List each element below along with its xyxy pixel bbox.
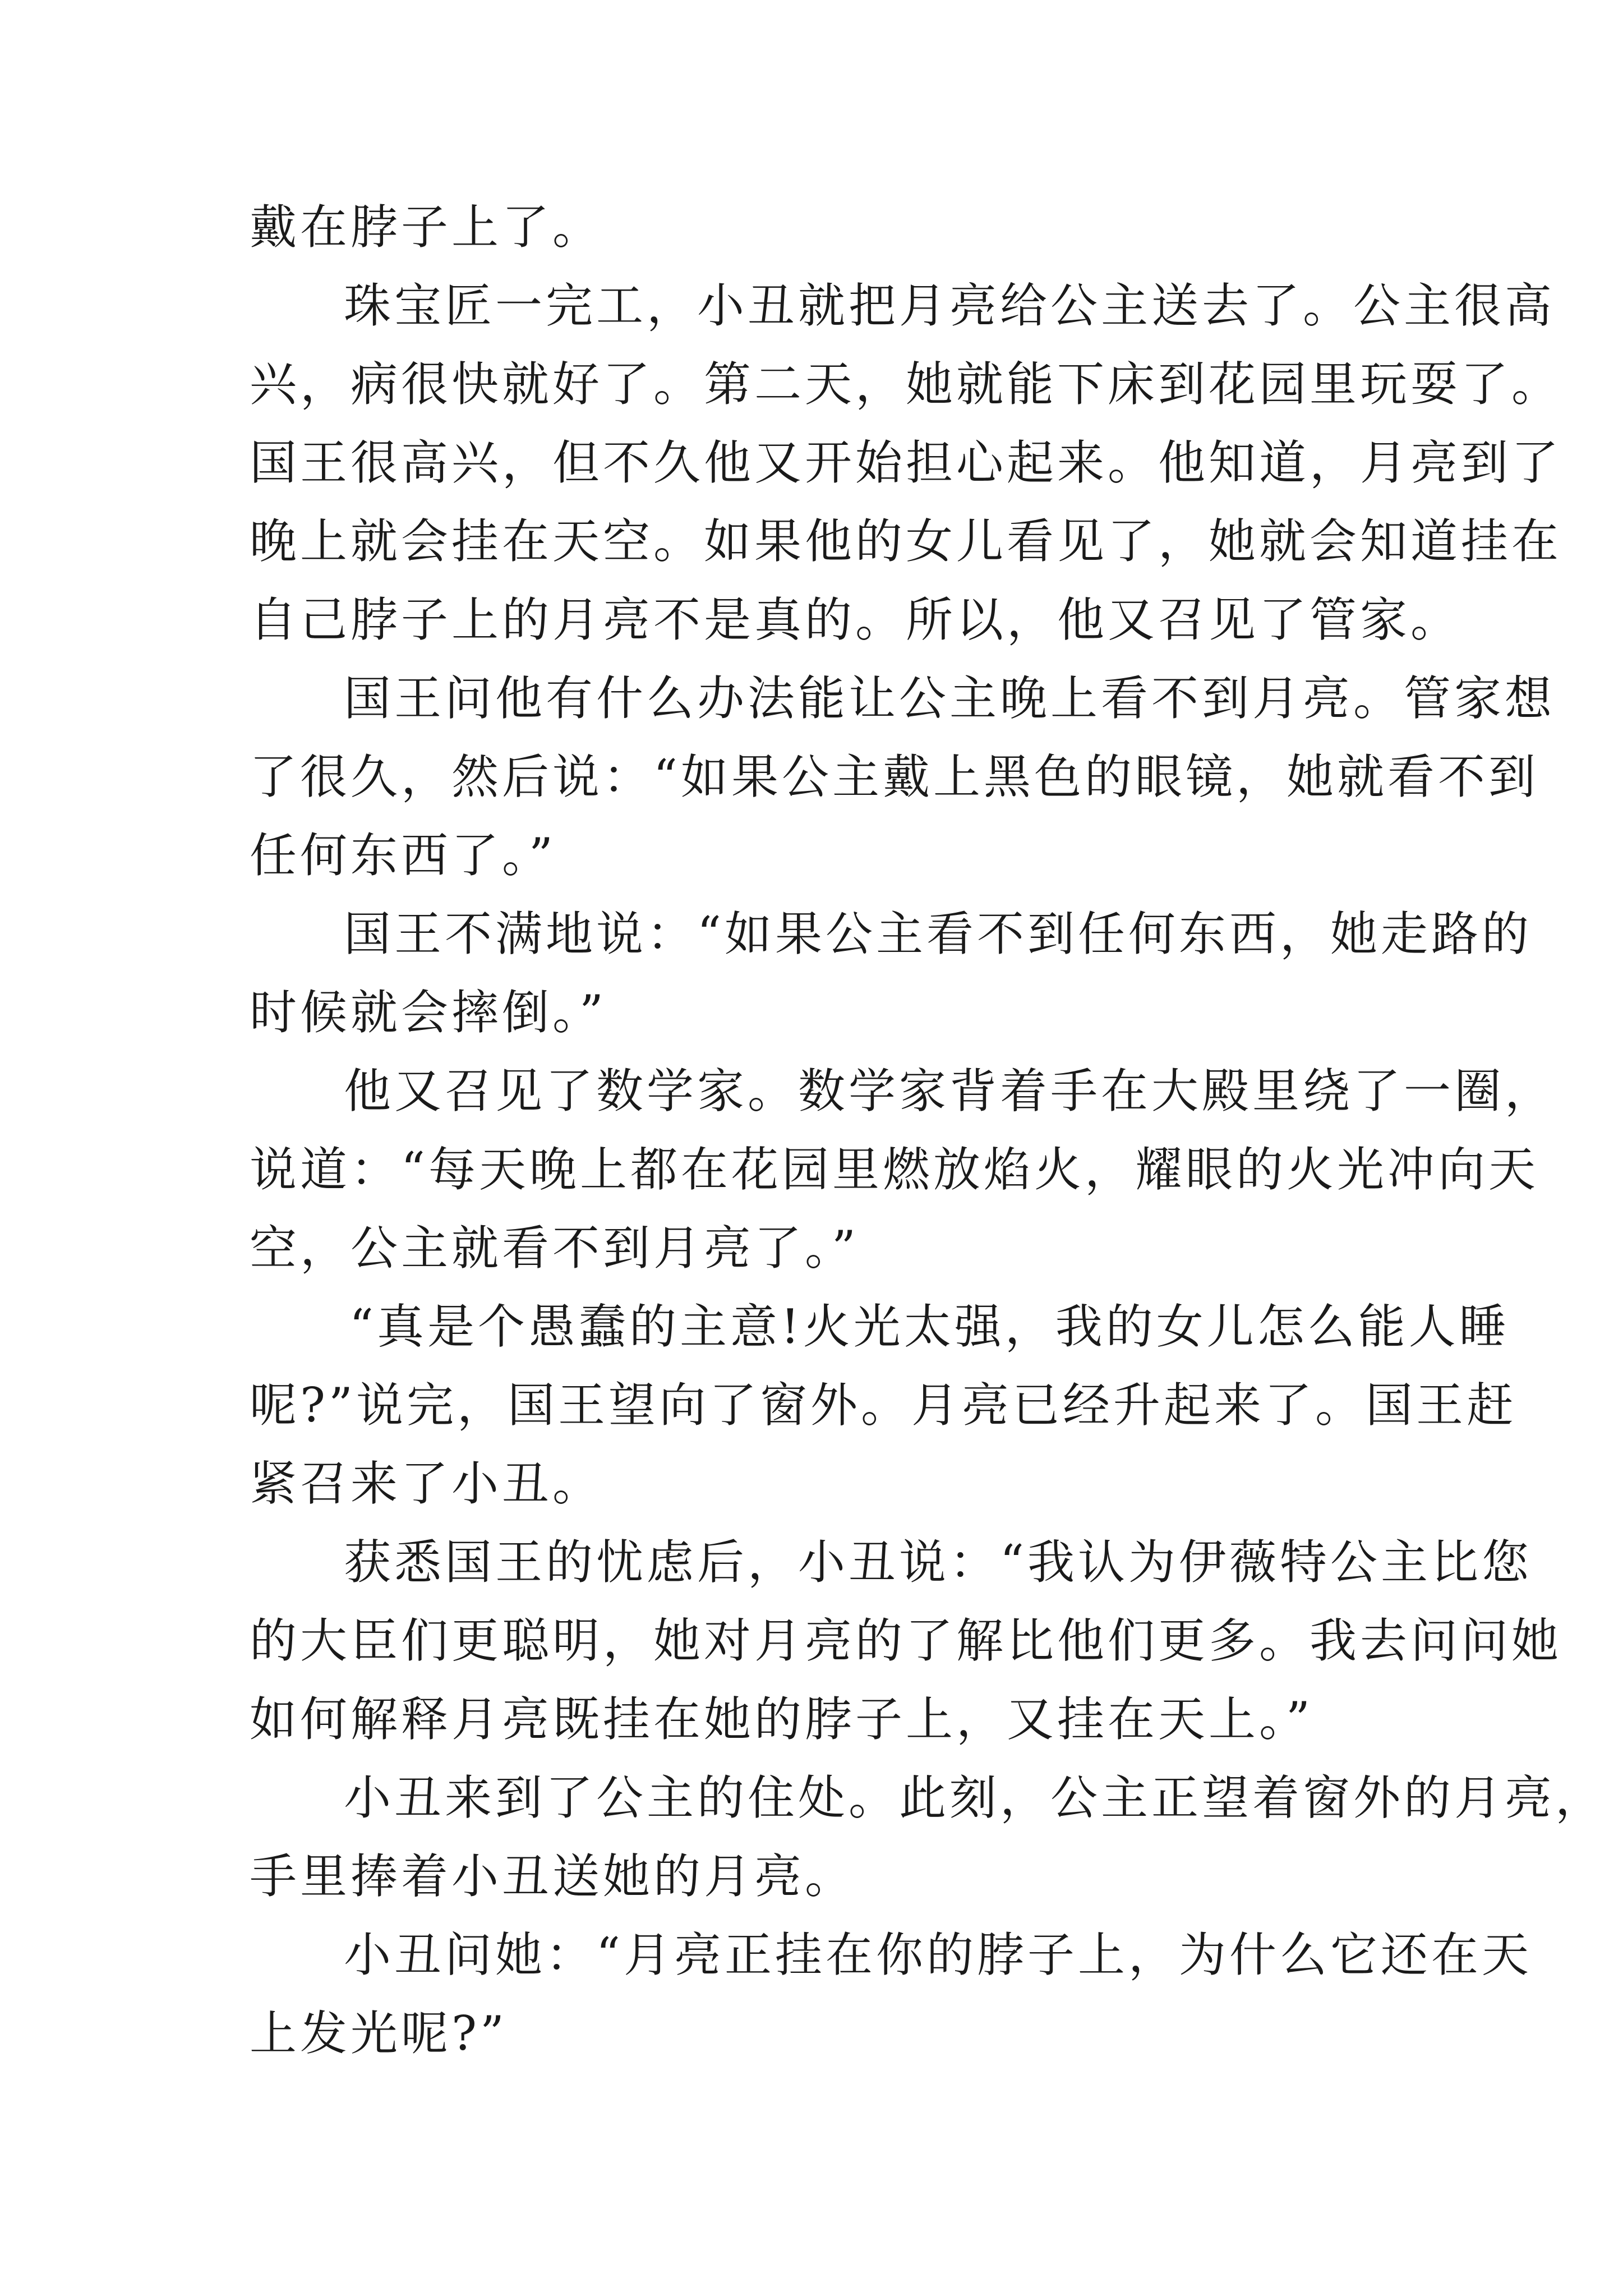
text-line: 的大臣们更聪明，她对月亮的了解比他们更多。我去问问她 (250, 1613, 1562, 1668)
paragraph-first-line: 珠宝匠一完工，小丑就把月亮给公主送去了。公主很高 (344, 278, 1556, 333)
text-line: 呢?”说完，国王望向了窗外。月亮已经升起来了。国王赶 (250, 1378, 1517, 1433)
body-text (250, 188, 1606, 2073)
text-line: 兴，病很快就好了。第二天，她就能下床到花园里玩耍了。 (250, 357, 1562, 412)
paragraph-first-line: 获悉国王的忧虑后，小丑说：“我认为伊薇特公主比您 (344, 1535, 1532, 1590)
text-line: 时候就会摔倒。” (250, 985, 607, 1040)
text-line: 国王很高兴，但不久他又开始担心起来。他知道，月亮到了 (250, 435, 1562, 490)
text-line: 空，公主就看不到月亮了。” (250, 1221, 859, 1276)
paragraph-first-line: 国王不满地说：“如果公主看不到任何东西，她走路的 (344, 907, 1532, 961)
paragraph-first-line: 国王问他有什么办法能让公主晚上看不到月亮。管家想 (344, 671, 1556, 726)
text-line: 晚上就会挂在天空。如果他的女儿看见了，她就会知道挂在 (250, 514, 1562, 569)
paragraph-first-line: 他又召见了数学家。数学家背着手在大殿里绕了一圈， (344, 1064, 1556, 1119)
text-line: 紧召来了小丑。 (250, 1456, 603, 1511)
text-line: 戴在脖子上了。 (250, 200, 603, 255)
text-line: 如何解释月亮既挂在她的脖子上，又挂在天上。” (250, 1692, 1313, 1747)
paragraph-first-line: “真是个愚蠢的主意!火光太强，我的女儿怎么能人睡 (349, 1299, 1510, 1354)
text-line: 上发光呢?” (250, 2006, 508, 2061)
text-line: 自己脖子上的月亮不是真的。所以，他又召见了管家。 (250, 592, 1461, 647)
paragraph-first-line: 小丑来到了公主的住处。此刻，公主正望着窗外的月亮， (344, 1770, 1606, 1825)
paragraph-first-line: 小丑问她：“月亮正挂在你的脖子上，为什么它还在天 (344, 1927, 1532, 1982)
text-line: 任何东西了。” (250, 828, 556, 883)
text-line: 手里捧着小丑送她的月亮。 (250, 1849, 856, 1904)
text-line: 说道：“每天晚上都在花园里燃放焰火，耀眼的火光冲向天 (250, 1142, 1539, 1197)
text-line: 了很久，然后说：“如果公主戴上黑色的眼镜，她就看不到 (250, 749, 1539, 804)
